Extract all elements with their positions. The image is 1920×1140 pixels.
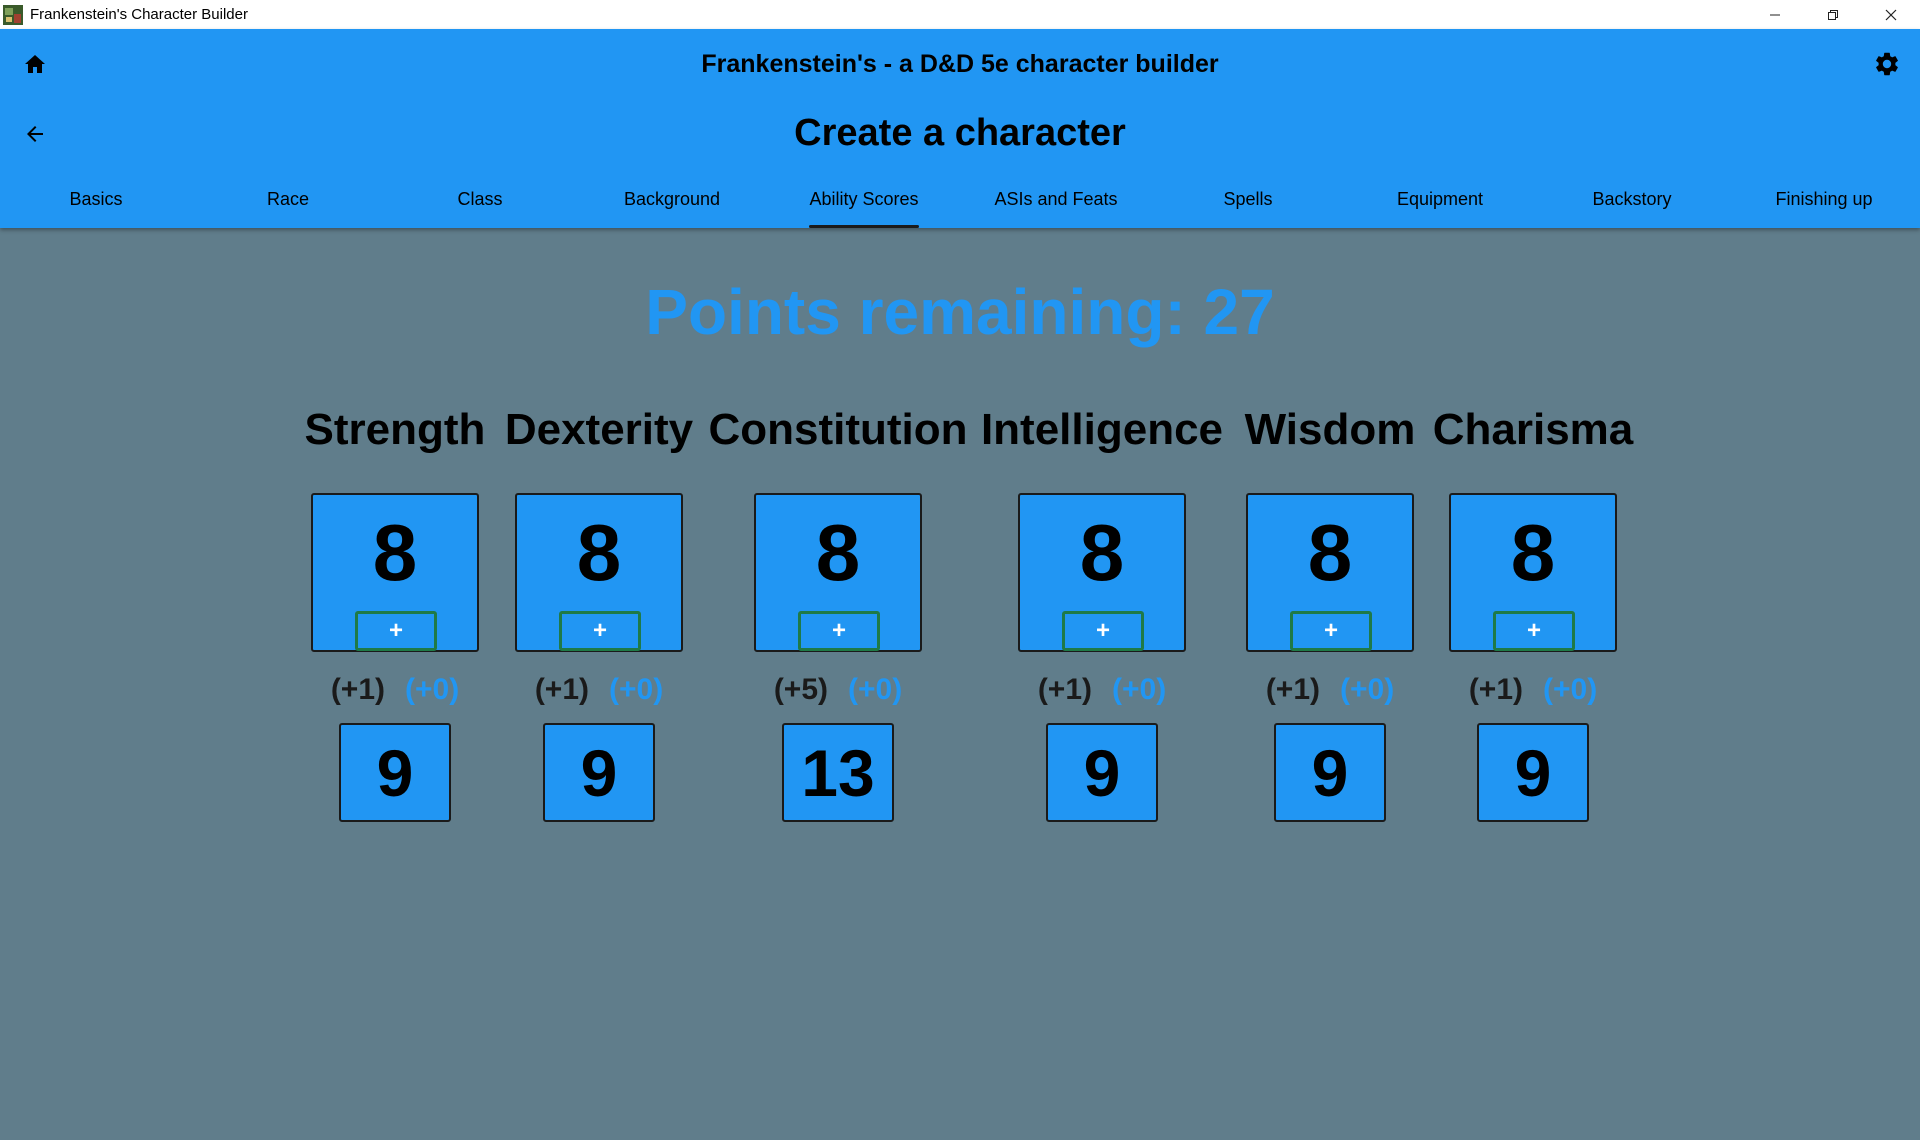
- page-title: Create a character: [794, 112, 1126, 154]
- base-modifier: (+1): [1468, 673, 1523, 706]
- bonus-modifier: (+0): [1112, 673, 1167, 706]
- tab-ability-scores[interactable]: [768, 179, 960, 228]
- ability-name: Wisdom: [1244, 405, 1416, 454]
- total-score: 9: [543, 723, 655, 822]
- tab-label: Background: [623, 189, 721, 209]
- ability-name: Charisma: [1432, 405, 1634, 454]
- modifiers: [738, 673, 938, 707]
- score-value: 8: [1079, 508, 1125, 597]
- tab-finishing-up[interactable]: [1728, 179, 1920, 228]
- base-modifier: (+1): [330, 673, 385, 706]
- restore-button[interactable]: [1804, 0, 1862, 29]
- total-score: 9: [1477, 723, 1589, 822]
- bonus-modifier: (+0): [609, 673, 664, 706]
- tab-label: Finishing up: [1775, 189, 1873, 209]
- base-modifier: (+1): [1265, 673, 1320, 706]
- increase-button[interactable]: +: [1062, 611, 1144, 651]
- score-value: 8: [815, 508, 861, 597]
- score-value: 8: [576, 508, 622, 597]
- tab-class[interactable]: [384, 179, 576, 228]
- base-modifier: (+1): [1037, 673, 1092, 706]
- ability-name: Constitution: [708, 405, 968, 454]
- close-icon: [1885, 9, 1897, 21]
- tab-bar: [0, 179, 1920, 228]
- tab-spells[interactable]: [1152, 179, 1344, 228]
- tab-label: Race: [266, 189, 310, 209]
- tab-label: Equipment: [1396, 189, 1484, 209]
- gear-icon: [1873, 50, 1901, 78]
- increase-button[interactable]: +: [355, 611, 437, 651]
- tab-background[interactable]: [576, 179, 768, 228]
- tab-label: ASIs and Feats: [994, 189, 1118, 209]
- tab-label: Class: [457, 189, 503, 209]
- ability-name: Dexterity: [504, 405, 694, 454]
- window-titlebar: [0, 0, 1920, 29]
- increase-button[interactable]: +: [798, 611, 880, 651]
- app-logo-icon: [3, 5, 23, 25]
- modifiers: [295, 673, 495, 707]
- increase-button[interactable]: +: [559, 611, 641, 651]
- tab-label: Backstory: [1592, 189, 1672, 209]
- close-window-button[interactable]: [1862, 0, 1920, 29]
- tab-label: Spells: [1223, 189, 1273, 209]
- minimize-button[interactable]: [1746, 0, 1804, 29]
- score-box: [1018, 493, 1186, 652]
- increase-button[interactable]: +: [1290, 611, 1372, 651]
- bonus-modifier: (+0): [848, 673, 903, 706]
- ability-name: Intelligence: [980, 405, 1224, 454]
- modifiers: [1433, 673, 1633, 707]
- modifiers: [499, 673, 699, 707]
- bonus-modifier: (+0): [1340, 673, 1395, 706]
- total-score: 13: [782, 723, 894, 822]
- base-modifier: (+1): [534, 673, 589, 706]
- restore-icon: [1827, 9, 1839, 21]
- bonus-modifier: (+0): [1543, 673, 1598, 706]
- score-value: 8: [1307, 508, 1353, 597]
- window-title: Frankenstein's Character Builder: [30, 6, 248, 23]
- score-box: [754, 493, 922, 652]
- minimize-icon: [1769, 9, 1781, 21]
- tab-equipment[interactable]: [1344, 179, 1536, 228]
- window-controls: [1746, 0, 1920, 29]
- app-title: Frankenstein's - a D&D 5e character builder: [701, 50, 1219, 78]
- total-score: 9: [1046, 723, 1158, 822]
- tab-backstory[interactable]: [1536, 179, 1728, 228]
- points-remaining: Points remaining: 27: [645, 276, 1275, 348]
- score-box: [1246, 493, 1414, 652]
- app-bar: [0, 29, 1920, 228]
- tab-label: Ability Scores: [809, 189, 919, 209]
- score-box: [515, 493, 683, 652]
- increase-button[interactable]: +: [1493, 611, 1575, 651]
- score-value: 8: [372, 508, 418, 597]
- bonus-modifier: (+0): [405, 673, 460, 706]
- total-score: 9: [339, 723, 451, 822]
- tab-label: Basics: [69, 189, 123, 209]
- modifiers: [1002, 673, 1202, 707]
- total-score: 9: [1274, 723, 1386, 822]
- settings-button[interactable]: [1872, 49, 1902, 79]
- score-value: 8: [1510, 508, 1556, 597]
- tab-basics[interactable]: [0, 179, 192, 228]
- ability-name: Strength: [304, 405, 486, 454]
- modifiers: [1230, 673, 1430, 707]
- score-box: [311, 493, 479, 652]
- base-modifier: (+5): [773, 673, 828, 706]
- tab-asis-and-feats[interactable]: [960, 179, 1152, 228]
- score-box: [1449, 493, 1617, 652]
- tab-race[interactable]: [192, 179, 384, 228]
